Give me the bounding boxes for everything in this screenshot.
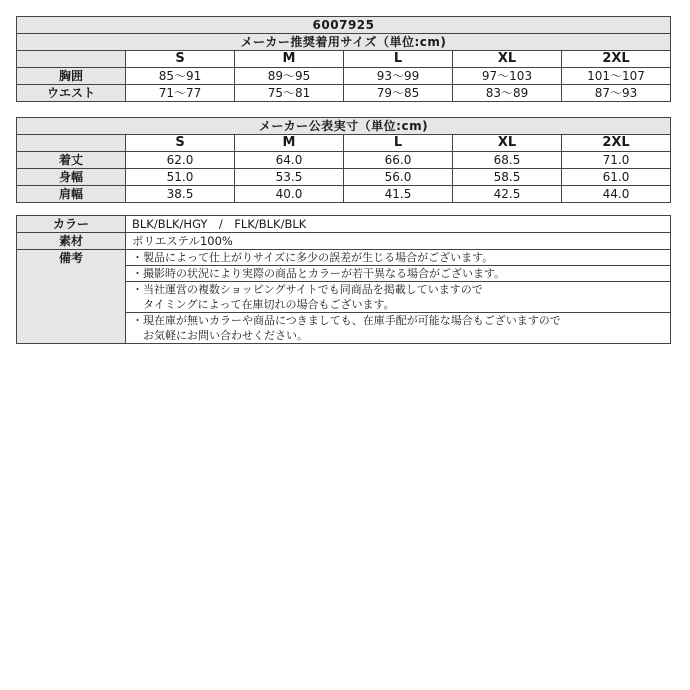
size-value: 97～103 [453,68,562,85]
note-item [126,250,671,266]
size-header-row [17,135,671,152]
size-header: 2XL [562,51,671,68]
size-value: 66.0 [344,152,453,169]
actual-size-table [16,117,671,203]
row-label: 胸囲 [17,68,126,85]
size-header-row [17,51,671,68]
size-value: 44.0 [562,186,671,203]
size-value: 83～89 [453,85,562,102]
note-line: タイミングによって在庫切れの場合もございます。 [132,298,395,311]
size-value: 64.0 [235,152,344,169]
note-item [126,313,671,344]
size-header: XL [453,51,562,68]
note-line: お気軽にお問い合わせください。 [132,329,308,342]
notes-label: 備考 [17,250,126,344]
size-value: 62.0 [126,152,235,169]
size-value: 56.0 [344,169,453,186]
table-row [17,186,671,203]
row-label: ウエスト [17,85,126,102]
color-row [17,216,671,233]
color-label: カラー [17,216,126,233]
table-row [17,169,671,186]
size-header: L [344,135,453,152]
size-value: 87～93 [562,85,671,102]
row-label: 肩幅 [17,186,126,203]
row-label: 身幅 [17,169,126,186]
note-line: ・撮影時の状況により実際の商品とカラーが若干異なる場合がございます。 [132,267,506,280]
size-value: 68.5 [453,152,562,169]
material-value: ポリエステル100% [126,233,671,250]
product-info-table [16,215,671,344]
size-value: 75～81 [235,85,344,102]
actual-size-title: メーカー公表実寸（単位:cm) [17,118,671,135]
header-blank-cell [17,51,126,68]
material-row [17,233,671,250]
recommended-size-title: メーカー推奨着用サイズ（単位:cm) [17,34,671,51]
size-header: M [235,51,344,68]
material-label: 素材 [17,233,126,250]
size-value: 61.0 [562,169,671,186]
product-code: 6007925 [17,17,671,34]
notes-row [17,250,671,266]
size-value: 42.5 [453,186,562,203]
table-row [17,68,671,85]
header-blank-cell [17,135,126,152]
table-row [17,152,671,169]
size-value: 89～95 [235,68,344,85]
size-value: 40.0 [235,186,344,203]
size-value: 38.5 [126,186,235,203]
size-value: 101～107 [562,68,671,85]
size-value: 71～77 [126,85,235,102]
size-value: 79～85 [344,85,453,102]
size-value: 58.5 [453,169,562,186]
note-line: ・製品によって仕上がりサイズに多少の誤差が生じる場合がございます。 [132,251,494,264]
note-line: ・現在庫が無いカラーや商品につきましても、在庫手配が可能な場合もございますので [132,314,561,327]
note-line: ・当社運営の複数ショッピングサイトでも同商品を掲載していますので [132,283,483,296]
size-header: S [126,51,235,68]
size-header: 2XL [562,135,671,152]
size-header: S [126,135,235,152]
color-value: BLK/BLK/HGY / FLK/BLK/BLK [126,216,671,233]
size-header: M [235,135,344,152]
row-label: 着丈 [17,152,126,169]
size-value: 71.0 [562,152,671,169]
recommended-size-table [16,16,671,102]
size-value: 51.0 [126,169,235,186]
table-row [17,85,671,102]
note-item [126,282,671,313]
size-value: 41.5 [344,186,453,203]
size-header: XL [453,135,562,152]
size-value: 53.5 [235,169,344,186]
size-value: 93～99 [344,68,453,85]
size-value: 85～91 [126,68,235,85]
size-header: L [344,51,453,68]
note-item [126,266,671,282]
